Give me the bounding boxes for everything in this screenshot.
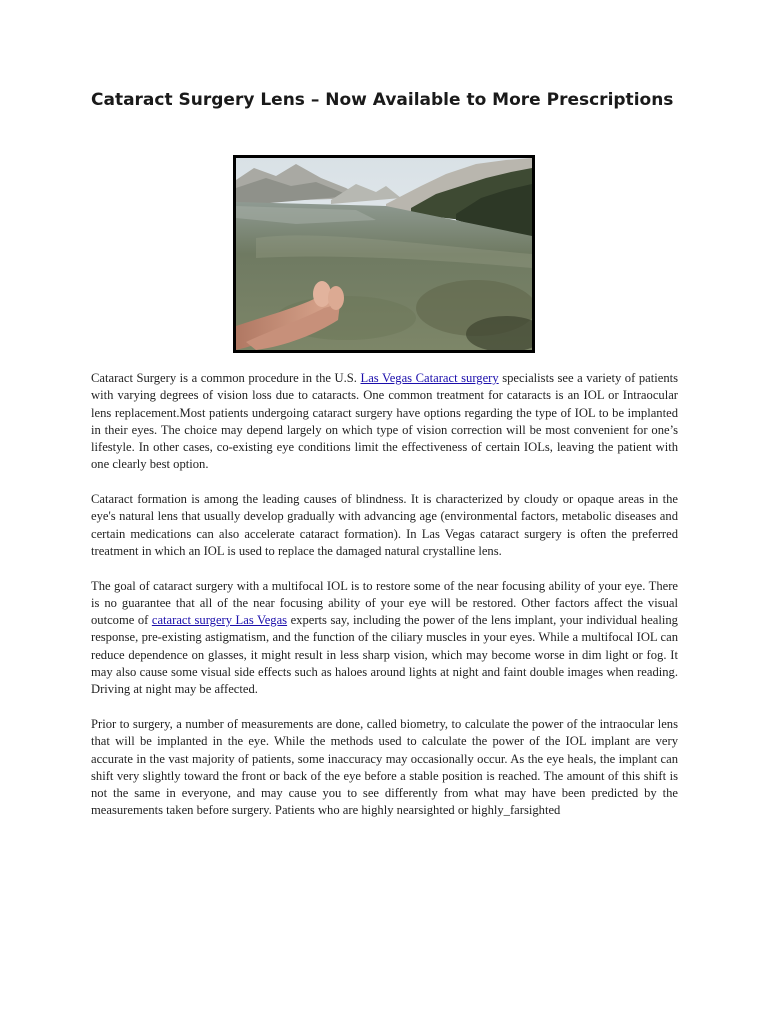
- page-title: Cataract Surgery Lens – Now Available to More Prescriptions: [91, 90, 674, 110]
- lake-photo-illustration: [236, 158, 532, 350]
- paragraph-4: Prior to surgery, a number of measurements are done, called biometry, to calculate the power of the intraocular lens that will be implanted in the eye. While the methods used to calculate the power of the IOL implant are very accurate in the vast majority of patients, some inaccuracy may occasionally occur. As the eye heals, the implant can shift very slightly toward the front or back of the eye before a stable position is reached. The amount of this shift is not the same in everyone, and may cause you to see differently from what may have been predicted by the measurements taken before surgery. Patients who are highly nearsighted or highly_farsighted: [91, 716, 678, 818]
- paragraph-3: The goal of cataract surgery with a multifocal IOL is to restore some of the near focusing ability of your eye. There is no guarantee that all of the near focusing ability of your eye will be restored. Other factors affect the visual outcome of cataract surgery Las Vegas experts say, including the power of the lens implant, your individual healing response, pre-existing astigmatism, and the function of the ciliary muscles in your eyes. While a multifocal IOL can reduce dependence on glasses, it might result in less sharp vision, which may become worse in dim light or fog. It may also cause some visual side effects such as haloes around lights at night and faint double images when reading. Driving at night may be affected.: [91, 578, 678, 697]
- paragraph-1: Cataract Surgery is a common procedure in the U.S. Las Vegas Cataract surgery specialists see a variety of patients with varying degrees of vision loss due to cataracts. One common treatment for cataracts is an IOL or Intraocular lens replacement.Most patients undergoing cataract surgery have options regarding the type of IOL to be implanted in their eyes. The choice may depend largely on which type of vision correction will be most convenient for one’s lifestyle. In other cases, co-existing eye conditions limit the effectiveness of certain IOLs, leaving the patient with one clearly best option.: [91, 371, 679, 472]
- las-vegas-cataract-surgery-link[interactable]: Las Vegas Cataract surgery: [360, 371, 499, 385]
- paragraph-2: Cataract formation is among the leading causes of blindness. It is characterized by cloudy or opaque areas in the eye's natural lens that usually develop gradually with advancing age (environmental factors, metabolic diseases and certain medications can also accelerate cataract formation). In Las Vegas cataract surgery is often the preferred treatment in which an IOL is used to replace the damaged natural crystalline lens.: [91, 492, 678, 558]
- cataract-surgery-las-vegas-link[interactable]: cataract surgery Las Vegas: [151, 613, 288, 628]
- article-body: [91, 370, 678, 837]
- lake-photo: [233, 155, 535, 353]
